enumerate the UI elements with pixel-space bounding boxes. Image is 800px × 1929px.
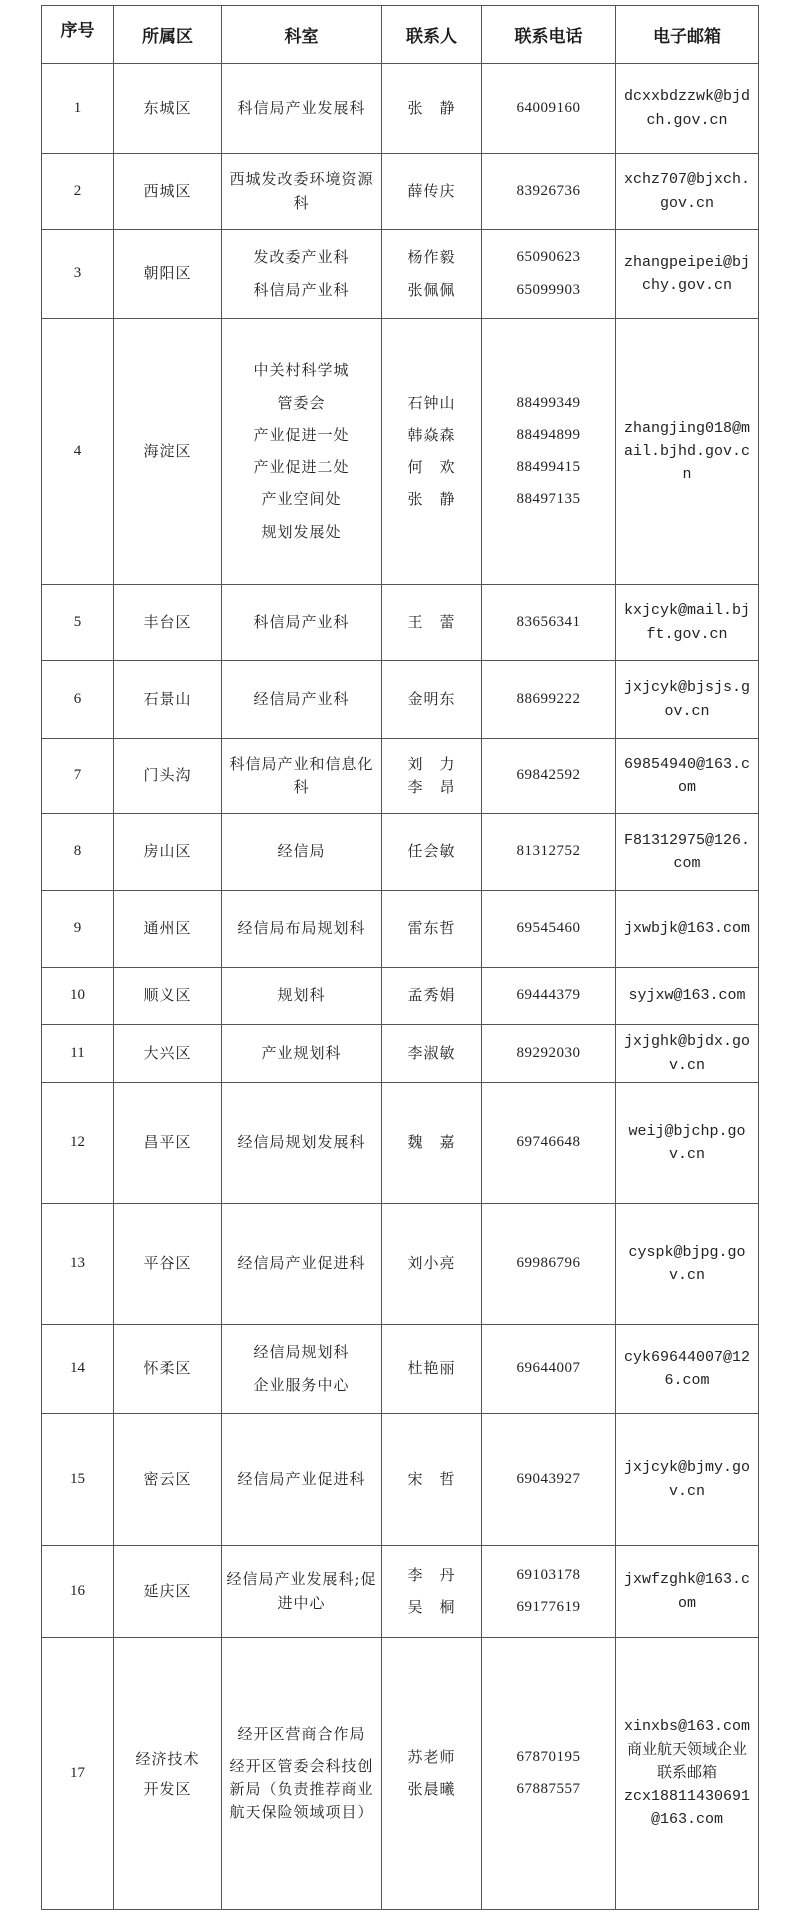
phone-cell-line: 88499415 <box>516 459 581 475</box>
department-cell-line: 管委会 <box>277 393 326 412</box>
contact-cell <box>382 585 482 661</box>
contact-cell-line: 李 丹 <box>407 1565 456 1584</box>
department-cell-line: 经信局布局规划科 <box>237 919 366 938</box>
email-cell <box>616 1204 759 1325</box>
department-cell-line: 科信局产业科 <box>253 612 350 631</box>
department-cell <box>222 814 382 891</box>
contact-cell-line: 刘小亮 <box>407 1254 456 1273</box>
row-index: 14 <box>42 1325 114 1414</box>
email-cell-line: zcx18811430691@163.com <box>623 1788 751 1829</box>
row-index: 4 <box>42 319 114 585</box>
phone-cell-line: 65090623 <box>516 249 581 266</box>
contact-cell-line: 宋 哲 <box>407 1469 456 1488</box>
table-header-row <box>42 6 759 64</box>
header-email: 电子邮箱 <box>616 6 759 64</box>
contact-cell <box>382 1083 482 1204</box>
department-cell-line: 产业空间处 <box>261 490 342 509</box>
contact-cell-line: 雷东哲 <box>407 919 456 938</box>
department-cell <box>222 1204 382 1325</box>
email-cell-line: dcxxbdzzwk@bjdch.gov.cn <box>623 88 751 129</box>
district-cell: 丰台区 <box>114 585 222 661</box>
phone-cell-line: 69103178 <box>516 1566 581 1583</box>
contact-cell-line: 金明东 <box>407 689 456 708</box>
email-cell-line: jxjghk@bjdx.gov.cn <box>623 1033 751 1074</box>
contact-cell <box>382 1025 482 1083</box>
table-row <box>42 891 759 968</box>
phone-cell <box>482 1083 616 1204</box>
department-cell <box>222 739 382 814</box>
email-cell-line: F81312975@126.com <box>623 831 751 872</box>
contact-cell-line: 石钟山 <box>407 393 456 412</box>
email-cell <box>616 585 759 661</box>
email-cell-line: cyk69644007@126.com <box>623 1348 751 1389</box>
contact-cell <box>382 1325 482 1414</box>
phone-cell <box>482 814 616 891</box>
district-cell: 昌平区 <box>114 1083 222 1204</box>
contact-cell <box>382 968 482 1025</box>
email-cell-line: cyspk@bjpg.gov.cn <box>628 1243 746 1284</box>
row-index: 3 <box>42 230 114 319</box>
table-row <box>42 585 759 661</box>
phone-cell-line: 67887557 <box>516 1781 581 1797</box>
header-district: 所属区 <box>114 6 222 64</box>
email-cell <box>616 319 759 585</box>
district-cell: 延庆区 <box>114 1546 222 1638</box>
district-cell: 密云区 <box>114 1414 222 1546</box>
table-row <box>42 1204 759 1325</box>
department-cell <box>222 1325 382 1414</box>
contact-cell <box>382 319 482 585</box>
header-index: 序号 <box>42 6 114 64</box>
row-index: 11 <box>42 1025 114 1083</box>
phone-cell <box>482 739 616 814</box>
phone-cell-line: 69177619 <box>516 1599 581 1615</box>
email-cell <box>616 154 759 230</box>
phone-cell <box>482 64 616 154</box>
contact-cell-line: 张 静 <box>407 490 456 509</box>
department-cell <box>222 891 382 968</box>
contact-cell-line: 刘 力 <box>407 754 456 773</box>
row-index: 16 <box>42 1546 114 1638</box>
district-cell: 东城区 <box>114 64 222 154</box>
email-cell <box>616 1325 759 1414</box>
table-body <box>42 64 759 1910</box>
row-index: 6 <box>42 661 114 739</box>
department-cell-line: 产业规划科 <box>261 1043 342 1062</box>
district-cell: 怀柔区 <box>114 1325 222 1414</box>
contact-cell-line: 杜艳丽 <box>407 1359 456 1378</box>
district-cell: 西城区 <box>114 154 222 230</box>
email-cell <box>616 891 759 968</box>
phone-cell-line: 67870195 <box>516 1748 581 1765</box>
contact-cell <box>382 661 482 739</box>
email-cell <box>616 968 759 1025</box>
contact-cell-line: 李 昂 <box>407 778 456 796</box>
row-index: 2 <box>42 154 114 230</box>
contact-cell-line: 张佩佩 <box>407 280 456 299</box>
table-row <box>42 1083 759 1204</box>
department-cell-line: 经开区营商合作局 <box>237 1724 366 1743</box>
department-cell <box>222 319 382 585</box>
district-cell: 通州区 <box>114 891 222 968</box>
department-cell <box>222 154 382 230</box>
email-cell <box>616 1083 759 1204</box>
department-cell <box>222 1546 382 1638</box>
department-cell <box>222 1025 382 1083</box>
phone-cell-line: 88497135 <box>516 491 581 508</box>
email-cell <box>616 1414 759 1546</box>
header-department: 科室 <box>222 6 382 64</box>
phone-cell-line: 89292030 <box>516 1044 581 1061</box>
contact-cell <box>382 814 482 891</box>
contact-cell-line: 张晨曦 <box>407 1780 456 1798</box>
department-cell-line: 中关村科学城 <box>253 361 350 380</box>
phone-cell <box>482 319 616 585</box>
department-cell-line: 经信局规划发展科 <box>237 1133 366 1152</box>
phone-cell <box>482 1414 616 1546</box>
phone-cell <box>482 1025 616 1083</box>
phone-cell <box>482 1325 616 1414</box>
contact-cell-line: 张 静 <box>407 98 456 117</box>
contact-table <box>41 5 759 1910</box>
email-cell-line: syjxw@163.com <box>628 987 746 1005</box>
contact-cell <box>382 1638 482 1910</box>
department-cell-line: 经信局 <box>277 842 326 861</box>
table-row <box>42 319 759 585</box>
email-cell <box>616 739 759 814</box>
phone-cell-line: 88494899 <box>516 426 581 443</box>
phone-cell-line: 64009160 <box>516 99 581 116</box>
email-cell-line: jxwbjk@163.com <box>623 920 751 938</box>
department-cell-line: 经信局产业科 <box>253 689 350 708</box>
contact-cell <box>382 1546 482 1638</box>
department-cell <box>222 968 382 1025</box>
email-cell <box>616 230 759 319</box>
table-row <box>42 968 759 1025</box>
department-cell <box>222 1414 382 1546</box>
phone-cell <box>482 1638 616 1910</box>
department-cell-line: 企业服务中心 <box>253 1375 350 1394</box>
header-contact: 联系人 <box>382 6 482 64</box>
phone-cell-line: 69545460 <box>516 920 581 937</box>
phone-cell-line: 83656341 <box>516 613 581 630</box>
contact-cell-line: 薛传庆 <box>407 181 456 200</box>
department-cell-line: 经信局产业促进科 <box>237 1469 366 1488</box>
email-cell-line: kxjcyk@mail.bjft.gov.cn <box>623 602 751 643</box>
department-cell <box>222 1638 382 1910</box>
department-cell-line: 科信局产业科 <box>253 280 350 299</box>
department-cell-line: 经开区管委会科技创新局（负责推荐商业航天保险领域项目） <box>229 1756 374 1822</box>
phone-cell <box>482 1204 616 1325</box>
email-cell-line: weij@bjchp.gov.cn <box>628 1122 746 1163</box>
email-cell <box>616 1025 759 1083</box>
phone-cell <box>482 230 616 319</box>
department-cell-line: 产业促进一处 <box>253 425 350 444</box>
row-index: 8 <box>42 814 114 891</box>
row-index: 15 <box>42 1414 114 1546</box>
department-cell-line: 产业促进二处 <box>253 458 350 476</box>
department-cell-line: 科信局产业发展科 <box>237 98 366 117</box>
district-cell: 经济技术开发区 <box>114 1638 222 1910</box>
contact-cell-line: 王 蕾 <box>407 612 456 631</box>
phone-cell-line: 69444379 <box>516 987 581 1004</box>
email-cell <box>616 814 759 891</box>
contact-cell <box>382 154 482 230</box>
department-cell <box>222 585 382 661</box>
contact-cell-line: 杨作毅 <box>407 248 456 267</box>
phone-cell-line: 69644007 <box>516 1360 581 1377</box>
department-cell <box>222 230 382 319</box>
contact-cell-line: 孟秀娟 <box>407 986 456 1005</box>
contact-cell-line: 吴 桐 <box>407 1598 456 1616</box>
phone-cell <box>482 891 616 968</box>
email-cell <box>616 1638 759 1910</box>
row-index: 1 <box>42 64 114 154</box>
table-row <box>42 814 759 891</box>
district-cell: 门头沟 <box>114 739 222 814</box>
contact-cell-line: 何 欢 <box>407 458 456 476</box>
email-cell-line: 商业航天领域企业联系邮箱 <box>626 1741 747 1782</box>
phone-cell <box>482 1546 616 1638</box>
table-row <box>42 230 759 319</box>
email-cell <box>616 64 759 154</box>
phone-cell-line: 69043927 <box>516 1470 581 1487</box>
contact-cell-line: 李淑敏 <box>407 1043 456 1062</box>
department-cell <box>222 64 382 154</box>
phone-cell <box>482 968 616 1025</box>
email-cell <box>616 661 759 739</box>
department-cell <box>222 1083 382 1204</box>
email-cell-line: jxjcyk@bjmy.gov.cn <box>623 1459 751 1500</box>
district-cell: 海淀区 <box>114 319 222 585</box>
phone-cell-line: 69842592 <box>516 767 581 784</box>
department-cell-line: 经信局规划科 <box>253 1343 350 1362</box>
row-index: 17 <box>42 1638 114 1910</box>
row-index: 7 <box>42 739 114 814</box>
row-index: 5 <box>42 585 114 661</box>
row-index: 10 <box>42 968 114 1025</box>
email-cell-line: xchz707@bjxch.gov.cn <box>623 171 751 212</box>
table-row <box>42 1025 759 1083</box>
phone-cell <box>482 585 616 661</box>
department-cell <box>222 661 382 739</box>
phone-cell-line: 88699222 <box>516 690 581 707</box>
phone-cell-line: 69746648 <box>516 1134 581 1151</box>
email-cell-line: xinxbs@163.com <box>623 1718 751 1736</box>
row-index: 9 <box>42 891 114 968</box>
contact-cell <box>382 64 482 154</box>
department-cell-line: 西城发改委环境资源科 <box>229 170 374 212</box>
contact-cell <box>382 1204 482 1325</box>
contact-cell-line: 韩焱森 <box>407 425 456 444</box>
phone-cell <box>482 154 616 230</box>
phone-cell-line: 83926736 <box>516 182 581 199</box>
table-row <box>42 64 759 154</box>
phone-cell-line: 81312752 <box>516 843 581 860</box>
row-index: 13 <box>42 1204 114 1325</box>
department-cell-line: 科信局产业和信息化科 <box>229 754 374 796</box>
contact-cell <box>382 891 482 968</box>
table-row <box>42 1638 759 1910</box>
email-cell-line: zhangjing018@mail.bjhd.gov.cn <box>623 419 751 484</box>
district-cell: 顺义区 <box>114 968 222 1025</box>
contact-cell <box>382 230 482 319</box>
district-cell: 石景山 <box>114 661 222 739</box>
contact-cell-line: 魏 嘉 <box>407 1133 456 1152</box>
contact-cell-line: 任会敏 <box>407 842 456 861</box>
table-row <box>42 154 759 230</box>
department-cell-line: 规划科 <box>277 986 326 1005</box>
phone-cell <box>482 661 616 739</box>
row-index: 12 <box>42 1083 114 1204</box>
district-cell: 朝阳区 <box>114 230 222 319</box>
contact-cell-line: 苏老师 <box>407 1747 456 1766</box>
email-cell-line: jxwfzghk@163.com <box>623 1571 751 1612</box>
phone-cell-line: 69986796 <box>516 1255 581 1272</box>
email-cell-line: zhangpeipei@bjchy.gov.cn <box>623 253 751 294</box>
email-cell-line: 69854940@163.com <box>623 755 751 796</box>
table-row <box>42 661 759 739</box>
department-cell-line: 发改委产业科 <box>253 248 350 267</box>
email-cell-line: jxjcyk@bjsjs.gov.cn <box>623 679 751 720</box>
phone-cell-line: 65099903 <box>516 281 581 298</box>
email-cell <box>616 1546 759 1638</box>
header-phone: 联系电话 <box>482 6 616 64</box>
district-cell: 房山区 <box>114 814 222 891</box>
phone-cell-line: 88499349 <box>516 394 581 411</box>
district-cell: 大兴区 <box>114 1025 222 1083</box>
contact-cell <box>382 739 482 814</box>
district-cell: 平谷区 <box>114 1204 222 1325</box>
table-row <box>42 1414 759 1546</box>
department-cell-line: 经信局产业促进科 <box>237 1254 366 1273</box>
table-row <box>42 1325 759 1414</box>
table-row <box>42 739 759 814</box>
contact-cell <box>382 1414 482 1546</box>
department-cell-line: 经信局产业发展科;促进中心 <box>226 1570 377 1612</box>
table-row <box>42 1546 759 1638</box>
department-cell-line: 规划发展处 <box>261 522 342 541</box>
